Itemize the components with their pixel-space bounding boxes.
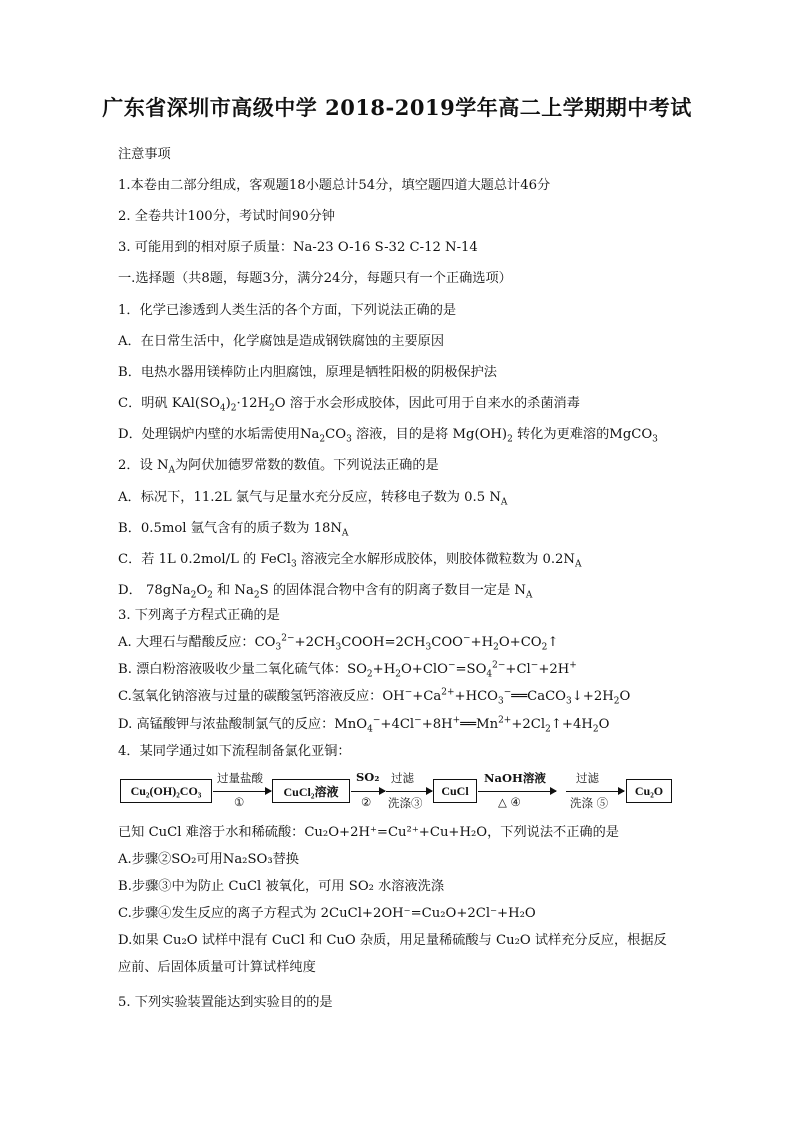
q3-option-d: D. 高锰酸钾与浓盐酸制氯气的反应：$MnO_4^-+4Cl^-+8H^+══Mn^{2+}+2Cl_2↑+4H_2O$ (118, 715, 610, 735)
flow-arrow-3-label: 过滤 (391, 771, 414, 785)
q1-option-c: C．明矾 $KAl(SO_4)_2\cdot 12H_2O$ 溶于水会形成胶体，因此可用于自来水的杀菌消毒 (118, 396, 580, 414)
q4-known-condition: 已知 CuCl 难溶于水和稀硫酸：Cu₂O+2H⁺=Cu²⁺+Cu+H₂O，下列说法不正确的是 (118, 825, 619, 840)
flow-arrow-2-label: SO₂ (356, 770, 380, 784)
process-flow-diagram (118, 770, 678, 816)
notice-line-3: 3. 可能用到的相对原子质量：Na-23 O-16 S-32 C-12 N-14 (118, 240, 478, 255)
flow-arrow-3 (386, 791, 432, 792)
page-title: 广东省深圳市高级中学 2018-2019学年高二上学期期中考试 (102, 95, 692, 120)
flow-arrow-5-step: 洗涤 ⑤ (570, 796, 609, 810)
q3-option-b: B. 漂白粉溶液吸收少量二氧化硫气体：$SO_2+H_2O+ClO^-=SO_4^{2-}+Cl^-+2H^+$ (118, 660, 577, 680)
flow-arrow-5 (566, 791, 624, 792)
q2-stem: 2．设 $N_A$为阿伏加德罗常数的数值。下列说法正确的是 (118, 458, 439, 476)
flow-arrow-1-label: 过量盐酸 (217, 771, 263, 785)
flow-arrow-2 (351, 791, 385, 792)
q2-option-a: A．标况下，11.2L 氯气与足量水充分反应，转移电子数为 0.5 $N_A$ (118, 490, 508, 508)
q3-option-a: A. 大理石与醋酸反应：$CO_3^{2-}+2CH_3COOH=2CH_3COO^-+H_2O+CO_2↑$ (118, 633, 559, 653)
q2-option-b: B．0.5mol 氩气含有的质子数为 $18N_A$ (118, 521, 349, 539)
flow-arrow-4-step: △ ④ (498, 795, 521, 809)
flow-arrow-2-step: ② (361, 795, 372, 809)
q4-option-d-line-1: D.如果 Cu₂O 试样中混有 CuCl 和 CuO 杂质，用足量稀硫酸与 Cu₂O 试样充分反应，根据反 (118, 933, 667, 948)
q4-option-c: C.步骤④发生反应的离子方程式为 2CuCl+2OH⁻=Cu₂O+2Cl⁻+H₂O (118, 906, 536, 921)
q3-option-c: C.氢氧化钠溶液与过量的碳酸氢钙溶液反应：$OH^-+Ca^{2+}+HCO_3^-══CaCO_3↓+2H_2O$ (118, 687, 631, 707)
flow-arrow-4-label: NaOH溶液 (484, 771, 546, 785)
q4-option-b: B.步骤③中为防止 CuCl 被氧化，可用 SO₂ 水溶液洗涤 (118, 879, 445, 894)
flow-arrow-4 (478, 791, 556, 792)
q1-option-d: D．处理锅炉内壁的水垢需使用$Na_2CO_3$ 溶液，目的是将 $Mg(OH)_2$ 转化为更难溶的MgCO$_3$ (118, 427, 658, 445)
flow-arrow-3-step: 洗涤③ (388, 796, 423, 810)
flow-arrow-5-label: 过滤 (576, 771, 599, 785)
q3-stem: 3. 下列离子方程式正确的是 (118, 608, 280, 623)
q1-stem: 1．化学已渗透到人类生活的各个方面，下列说法正确的是 (118, 303, 457, 318)
q5-stem: 5. 下列实验装置能达到实验目的的是 (118, 995, 333, 1010)
flow-box-cu2o: Cu₂O (626, 779, 672, 803)
section-heading: 一.选择题（共8题，每题3分，满分24分，每题只有一个正确选项） (118, 271, 512, 286)
q1-option-a: A．在日常生活中，化学腐蚀是造成钢铁腐蚀的主要原因 (118, 334, 445, 349)
q4-option-a: A.步骤②SO₂可用Na₂SO₃替换 (118, 852, 299, 867)
notice-line-2: 2. 全卷共计100分，考试时间90分钟 (118, 209, 335, 224)
notice-heading: 注意事项 (118, 147, 171, 162)
flow-arrow-1-step: ① (234, 795, 245, 809)
notice-line-1: 1.本卷由二部分组成，客观题18小题总计54分，填空题四道大题总计46分 (118, 178, 551, 193)
q4-stem: 4．某同学通过如下流程制备氯化亚铜： (118, 744, 351, 759)
q2-option-d: D． $78gNa_2O_2$ 和 $Na_2S$ 的固体混合物中含有的阴离子数目一定是 $N_A$ (118, 583, 533, 601)
q2-option-c: C．若 1L 0.2mol/L 的 FeCl$_3$ 溶液完全水解形成胶体，则胶体微粒数为 $0.2N_A$ (118, 552, 582, 570)
flow-box-cucl2-solution: CuCl₂溶液 (272, 779, 350, 803)
flow-box-cucl: CuCl (433, 779, 477, 803)
q1-option-b: B．电热水器用镁棒防止内胆腐蚀，原理是牺牲阳极的阴极保护法 (118, 365, 497, 380)
q4-option-d-line-2: 应前、后固体质量可计算试样纯度 (118, 960, 316, 975)
flow-box-basic-copper-carbonate: Cu₂(OH)₂CO₃ (120, 779, 212, 803)
flow-arrow-1 (213, 791, 271, 792)
